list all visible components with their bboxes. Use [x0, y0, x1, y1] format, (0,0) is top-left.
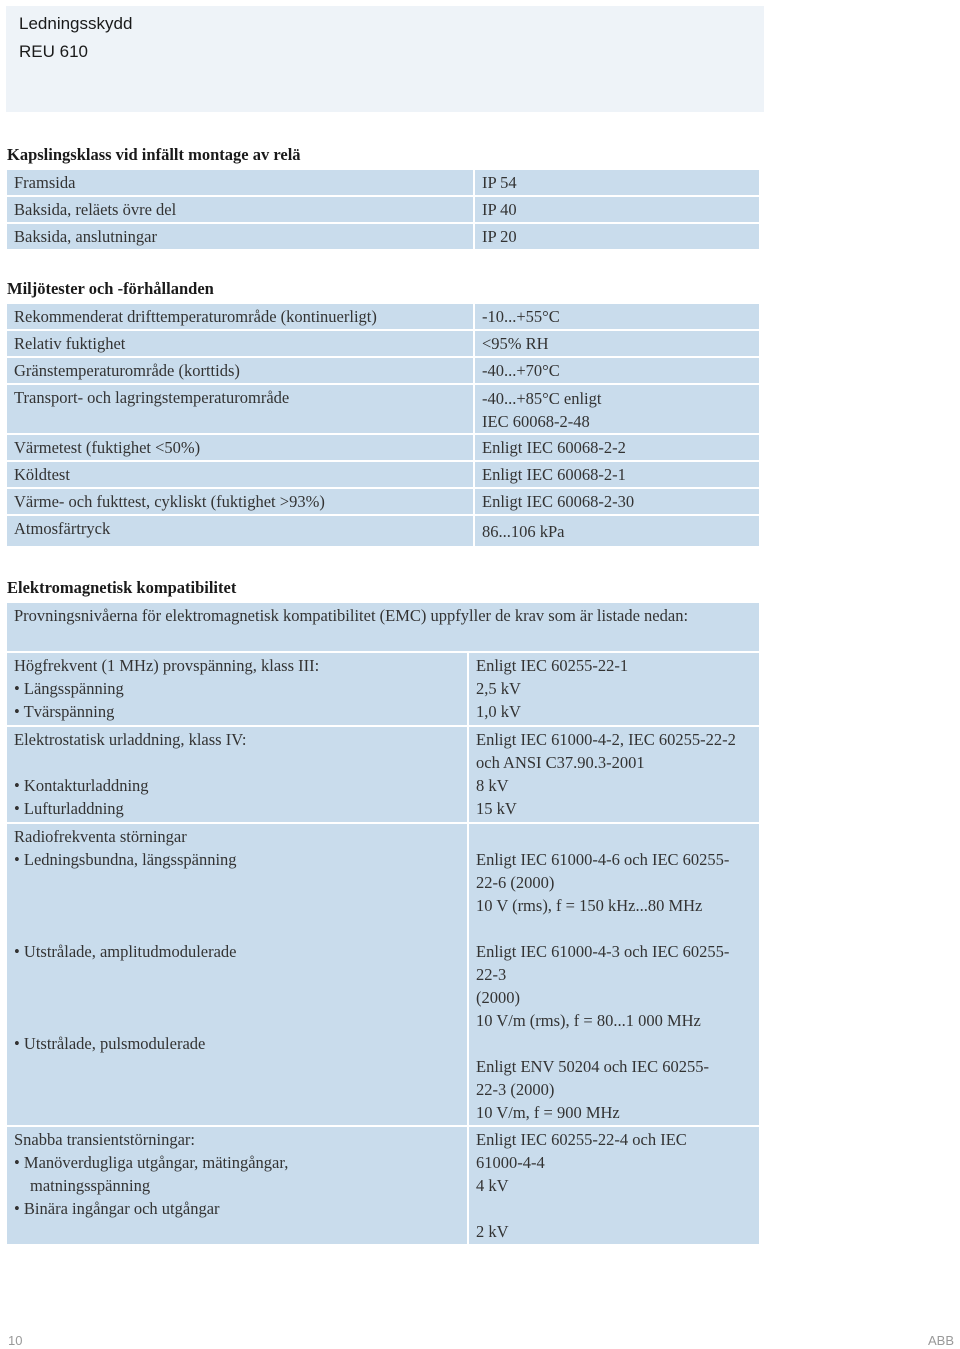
table-row: [7, 170, 759, 195]
row-label: Atmosfärtryck: [7, 516, 473, 546]
spacer: [14, 751, 460, 774]
row-value: IP 20: [475, 224, 759, 249]
spacer: [476, 1197, 752, 1220]
row-value: [475, 385, 759, 433]
value-line: och ANSI C37.90.3-2001: [476, 753, 645, 772]
value-line: 61000-4-4: [476, 1153, 545, 1172]
row-label: [7, 824, 467, 1125]
row-label: Värme- och fukttest, cykliskt (fuktighet >93%): [7, 489, 473, 514]
spacer: [476, 825, 752, 848]
bullet-item: • Binära ingångar och utgångar: [14, 1197, 460, 1220]
bullet-item: • Längsspänning: [14, 677, 460, 700]
emc-intro: Provningsnivåerna för elektromagnetisk kompatibilitet (EMC) uppfyller de krav som är listade nedan:: [7, 603, 759, 651]
row-value: [469, 1127, 759, 1244]
row-label: Framsida: [7, 170, 473, 195]
value-line: 22-6 (2000): [476, 873, 555, 892]
emc-table: [5, 601, 761, 1246]
row-label: Rekommenderat drifttemperaturområde (kontinuerligt): [7, 304, 473, 329]
row-value: IP 54: [475, 170, 759, 195]
header-subtitle: REU 610: [19, 42, 88, 61]
item-title: Högfrekvent (1 MHz) provspänning, klass III:: [14, 656, 320, 675]
bullet-item: • Utstrålade, pulsmodulerade: [14, 1032, 460, 1055]
row-label: [7, 653, 467, 725]
row-value: -40...+70°C: [475, 358, 759, 383]
row-label: Transport- och lagringstemperaturområde: [7, 385, 473, 433]
row-label: Värmetest (fuktighet <50%): [7, 435, 473, 460]
row-label: Relativ fuktighet: [7, 331, 473, 356]
bullet-item: • Tvärspänning: [14, 700, 460, 723]
table-row: [7, 358, 759, 383]
row-label: Köldtest: [7, 462, 473, 487]
table-row: [7, 435, 759, 460]
table-row: [7, 331, 759, 356]
spacer: [14, 963, 460, 986]
value-line: Enligt IEC 61000-4-2, IEC 60255-22-2: [476, 730, 736, 749]
spacer: [14, 871, 460, 894]
page-number: 10: [8, 1333, 23, 1348]
value-line: 10 V/m, f = 900 MHz: [476, 1103, 620, 1122]
table-row: [7, 516, 759, 546]
spacer: [476, 1032, 752, 1055]
section-title-emc: Elektromagnetisk kompatibilitet: [7, 578, 237, 597]
value-line: 22-3 (2000): [476, 1080, 555, 1099]
value-line: Enligt IEC 60255-22-1: [476, 656, 629, 675]
bullet-item: • Lufturladdning: [14, 797, 460, 820]
value-line: (2000): [476, 988, 520, 1007]
value-line: 10 V/m (rms), f = 80...1 000 MHz: [476, 1011, 701, 1030]
row-value: Enligt IEC 60068-2-2: [475, 435, 759, 460]
value-line: 2 kV: [476, 1222, 509, 1241]
value-line: -40...+85°C enligt: [482, 389, 602, 408]
table-row: [7, 653, 759, 725]
value-line: 1,0 kV: [476, 702, 521, 721]
bullet-item-cont: matningsspänning: [30, 1176, 151, 1195]
spacer: [476, 917, 752, 940]
row-label: Gränstemperaturområde (korttids): [7, 358, 473, 383]
row-label: Baksida, anslutningar: [7, 224, 473, 249]
header-box: [6, 6, 764, 112]
row-label: [7, 1127, 467, 1244]
spacer: [14, 917, 460, 940]
value-line: 22-3: [476, 965, 507, 984]
value-line: IEC 60068-2-48: [482, 412, 590, 431]
table-row: [7, 1127, 759, 1244]
bullet-item: • Manöverdugliga utgångar, mätingångar,: [14, 1151, 460, 1174]
row-value: Enligt IEC 60068-2-1: [475, 462, 759, 487]
row-value: IP 40: [475, 197, 759, 222]
table-row: [7, 462, 759, 487]
value-line: 15 kV: [476, 799, 517, 818]
header-title: Ledningsskydd: [19, 14, 133, 33]
row-value: 86...106 kPa: [475, 516, 759, 546]
table-row: [7, 727, 759, 822]
value-line: Enligt IEC 61000-4-6 och IEC 60255-: [476, 850, 730, 869]
row-label: Baksida, reläets övre del: [7, 197, 473, 222]
value-line: Enligt IEC 60255-22-4 och IEC: [476, 1130, 687, 1149]
value-line: Enligt IEC 61000-4-3 och IEC 60255-: [476, 942, 730, 961]
spacer: [14, 1009, 460, 1032]
table-row: [7, 824, 759, 1125]
section-title-enclosure: Kapslingsklass vid infällt montage av relä: [7, 145, 301, 164]
item-title: Radiofrekventa störningar: [14, 827, 187, 846]
table-row: [7, 304, 759, 329]
bullet-item: • Utstrålade, amplitudmodulerade: [14, 940, 460, 963]
row-value: [469, 727, 759, 822]
spacer: [14, 894, 460, 917]
bullet-item: • Ledningsbundna, längsspänning: [14, 848, 460, 871]
table-row: [7, 224, 759, 249]
table-row: [7, 197, 759, 222]
bullet-item: • Kontakturladdning: [14, 774, 460, 797]
value-line: 4 kV: [476, 1176, 509, 1195]
item-title: Elektrostatisk urladdning, klass IV:: [14, 730, 247, 749]
spacer: [14, 986, 460, 1009]
row-value: [469, 824, 759, 1125]
row-value: -10...+55°C: [475, 304, 759, 329]
row-value: [469, 653, 759, 725]
value-line: 10 V (rms), f = 150 kHz...80 MHz: [476, 896, 703, 915]
enclosure-table: [5, 168, 761, 251]
value-line: 2,5 kV: [476, 679, 521, 698]
environment-table: [5, 302, 761, 548]
section-title-environment: Miljötester och -förhållanden: [7, 279, 214, 298]
table-row: [7, 489, 759, 514]
row-value: Enligt IEC 60068-2-30: [475, 489, 759, 514]
table-row: [7, 385, 759, 433]
value-line: Enligt ENV 50204 och IEC 60255-: [476, 1057, 709, 1076]
brand-name: ABB: [927, 1333, 954, 1348]
item-title: Snabba transientstörningar:: [14, 1130, 196, 1149]
value-line: 8 kV: [476, 776, 509, 795]
table-row: [7, 603, 759, 651]
row-label: [7, 727, 467, 822]
row-value: <95% RH: [475, 331, 759, 356]
